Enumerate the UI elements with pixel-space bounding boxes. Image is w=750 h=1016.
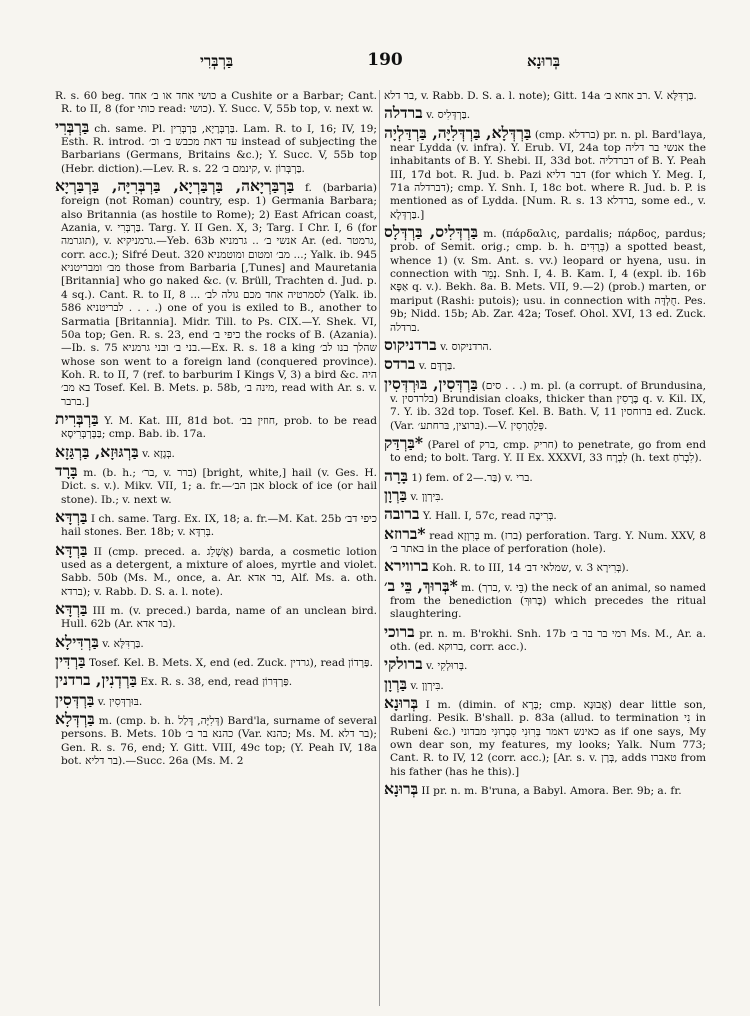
dictionary-entry (384, 506, 706, 523)
entry-text: v. בִּירְוָן. (410, 490, 444, 503)
entry-headword: בַּרְבַּרְיָאה, בַּרְבַּרְיָא, בַּרְבְּרִיָּה, בַּרְבַּרְיָא (55, 176, 295, 196)
running-head-left: בַּרְבְּרִי (200, 52, 234, 70)
entry-headword: *בְּרוּךְ, בֵּי ב׳ (384, 575, 458, 595)
dictionary-entry (384, 523, 706, 557)
page-number: 190 (367, 50, 403, 70)
dictionary-entry (55, 441, 377, 461)
entry-text: v. בִּירְוָן. (410, 679, 444, 692)
entry-headword: בַּרְדְּסִין, בּוּרְדְּסִין (384, 373, 478, 393)
entry-headword: ברווירא (384, 556, 429, 576)
right-column (384, 90, 706, 1006)
entry-text: Ex. R. s. 38, end, read פַּרְדְּרוֹן. (140, 676, 293, 689)
entry-headword: בְּרוּנָא (384, 779, 419, 799)
dictionary-entry (55, 90, 377, 117)
entry-text: v. בְּגָזָא. (142, 447, 175, 460)
dictionary-entry (55, 539, 377, 599)
entry-text: (סים . . .) m. pl. (a corrupt. of Brundusina, v. בלרדסין) Brundisian cloaks, thicker than בֶּרֶסִין q. v. Kil. IX, 7. Y. ib. 32d top. Tosef. Kel. B. Bath. V, 11 בּרוחסין ed. Zuck. (Var. בּרוצין, בּרחתע׳).—V. פְּלֵהֶרְסִין. (390, 379, 706, 432)
entry-headword: ברדס (384, 354, 416, 374)
entry-text: v. בְּרוּלְקִי. (426, 660, 468, 673)
entry-text: (cmp. ברדלא) pr. n. pl. Bard'laya, near Lydda (v. infra). Y. Erub. VI, 24a top אנשי בר דליה the inhabitants of B. Y. Shebi. II, 33d bot. דברדליה of B. Y. Peah III, 17d bot. R. Jud. b. Pazi דבר דליא (for which Y. Meg. I, 71a דברדלה); cmp. Y. Snh. I, 18c bot. where R. Jud. b. P. is mentioned as of Lydda. [Num. R. s. 13 ברדלא, some ed., v. בַּרְדְּלָא.] (390, 128, 706, 221)
dictionary-entry (55, 408, 377, 442)
entry-text: pr. n. m. B'rokhi. Snh. 17b רמי בר בר ב׳ Ms. M., Ar. a. oth. (ed. ברוקא, corr. acc.). (390, 627, 706, 654)
entry-headword: בָּרָה (384, 465, 408, 485)
page-header (80, 50, 690, 74)
dictionary-entry (55, 116, 377, 176)
entry-headword: בַּרְדָּא (55, 539, 88, 559)
dictionary-entry (55, 178, 377, 409)
entry-text: m. (cmp. b. h. דְּלִיָּה, דָּלַל) Bard'la, surname of several persons. B. Mets. 10b כהנא בר ב׳ (Var. כהנא; Ms. M. בר דלא); Gen. R. s. 76, end; Y. Gitt. VIII, 49c top; (Y. Peah IV, 18a bot. בר דליא).—Succ. 26a (Ms. M. 2 (61, 715, 377, 768)
entry-headword: *בַּרְדַּק (384, 432, 423, 452)
entry-headword: ברולקי (384, 654, 423, 674)
left-column (55, 90, 377, 1006)
entry-text: III m. (v. preced.) barda, name of an unclean bird. Hull. 62b (Ar. בר אדא). (61, 605, 377, 631)
dictionary-entry (384, 356, 706, 373)
running-head-right: בְּרוּנָא (527, 52, 560, 70)
dictionary-entry (384, 558, 706, 575)
entry-headword: בַּרְדָּא (55, 506, 88, 526)
entry-text: 1) fem. of בַּר.—2) v. ברי. (411, 471, 533, 484)
dictionary-entry (55, 460, 377, 507)
entry-headword: בְּרוּנָא (384, 693, 419, 713)
entry-text: II pr. n. m. B'runa, a Babyl. Amora. Ber. 9b; a. fr. (421, 785, 682, 798)
entry-headword: בָּרָד (55, 460, 78, 480)
dictionary-entry (384, 484, 706, 504)
entry-text: (Parel of ברק, cmp. חריק) to penetrate, go from end to end; to bolt. Targ. Y. II Ex. XXXVI, 33 לִבְרָח (h. text לִבְרֹחַ). (390, 438, 706, 465)
entry-headword: בַּרְוָן (384, 484, 408, 504)
entry-text: f. (barbaria) foreign (not Roman) country, esp. 1) Germania Barbara; also Britannia (as hostile to Rome); 2) East African coast, Azania, v. בַּרְבְּרִי. Targ. Y. II Gen. X, 3; Targ. I Chr. I, 6 (for תוגרמה), v. גרמניקיא.—Yeb. 63b אנשי ב׳ .. גרמניא Ar. (ed. גרמטר, corr. acc.); Sifré Deut. 320 מב׳ ומטום ומוטמניא ...; Yalk. ib. 945 מב׳ ומבריטניא those from Barbaria [,Tunes] and Mauretania [Britannia] who go naked &c. (v. Brüll, Trachten d. Jud. p. 4 sq.). Cant. R. to II, 8 ... לסמרטיה אחד מכם גולה לב׳ (Yalk. ib. 586 לבריטניא . . . .) one of you is exiled to B., another to Sarmatia [Britannia]. Midr. Till. to Ps. CIX.—Y. Shek. VI, 50a top; Gen. R. s. 23, end כיפי ב׳ the rocks of B. (Azania).—Ib. s. 75 בני ב׳ ובני גרמניא.—Ex. R. s. 18 a king שהלך בנו לב׳ whose son went to a foreign land (conquered province). Koh. R. to II, 7 (ref. to barburim I Kings V, 3) a bird &c. היה בא מב׳ Tosef. Kel. B. Mets. p. 58b, מינה ב׳, read with Ar. s. v. ברבר.] (61, 182, 377, 408)
dictionary-entry (384, 673, 706, 693)
entry-headword: ברובה (384, 504, 420, 524)
entry-headword: בַּרְבְּרִי (55, 116, 90, 136)
entry-text: ch. same. Pl. בַּרְבְּרָיָא, בַּרְבְּרִין. Lam. R. to I, 16; IV, 19; Esth. R. introd. עד דאת מכבש ב׳ וכ׳ instead of subjecting the Barbarians (Germans, Britains &c.); Y. Succ. V, 55b top (Hebr. diction).—Lev. R. s. 22 קינמם ב׳, v. בַּרְבְּרוֹן. (61, 122, 377, 175)
dictionary-entry (384, 781, 706, 798)
entry-headword: בַּרְדִּין (55, 651, 86, 671)
dictionary-entry (384, 90, 706, 103)
dictionary-entry (384, 695, 706, 779)
entry-headword: ברדלה (384, 103, 423, 123)
entry-text: v. הרדניקוס. (440, 340, 492, 353)
entry-text: v. בַּרְדִּלָּא. (102, 637, 144, 650)
entry-text: I m. (dimin. of בְּרָא; cmp. אֲבוּנָא) dear little son, darling. Pesik. B'shall. p. 83a (allud. to termination נִי in Rubeni &c.) כאינש דאמר בְּרִוּנִי סִבְרוּנִי מבדוני as if one says, My own dear son, my features, my looks; Yalk. Num 773; Cant. R. to IV, 12 (corr. acc.); [Ar. s. v. בְּרָן, adds טאברו from his father (has he this).] (390, 699, 706, 778)
column-divider (379, 90, 380, 1006)
entry-headword: בַּרְדְּלָא, בַּרְדְּלִיָּה, בַּרְדַּלְיָה (384, 122, 532, 142)
entry-text: Tosef. Kel. B. Mets. X, end (ed. Zuck. גרדין), read פַּרְדוֹן. (88, 657, 373, 670)
entry-headword: ברוכי (384, 621, 415, 641)
entry-headword: בַּרְדִּילָא (55, 631, 99, 651)
dictionary-entry (384, 105, 706, 122)
entry-text: m. (πάρδαλις, pardalis; πάρδος, pardus; prob. of Semit. orig.; cmp. b. h. בְּרֻדִּים) a spotted beast, whence 1) (v. Sm. Ant. s. vv.) leopard or hyena, usu. in connection with נָמֵר. Snh. I, 4. B. Kam. I, 4 (expl. ib. 16b אַפָּא q. v.). Bekh. 8a. B. Mets. VII, 9.—2) (prob.) marten, or mariput (Rashi: putois); usu. in connection with חֻלְדָּה. Pes. 9b; Nidd. 15b; Ab. Zar. 42a; Tosef. Ohol. XVI, 13 ed. Zuck. ברדלה. (390, 228, 706, 334)
entry-headword: בַּרְבְּרִית (55, 408, 99, 428)
dictionary-entry (384, 575, 706, 622)
entry-headword: בַּרְדְּלִיס, בַּרְדְּלָס (384, 222, 478, 242)
entry-headword: ברדניקוס (384, 334, 437, 354)
entry-text: Y. M. Kat. III, 81d bot. חוזין בב׳, prob. to be read בַּבְּרְבְּרִיסָא; cmp. Bab. ib. 17a. (61, 414, 377, 441)
entry-headword: בַּרְדְּלָא (55, 709, 95, 729)
entry-text: Y. Hall. I, 57c, read בְּרִיבָה. (422, 510, 557, 523)
entry-text: v. בַּרְדָּם. (418, 360, 456, 373)
dictionary-entry (384, 122, 706, 222)
dictionary-entry (384, 656, 706, 673)
entry-headword: בַּרְוָן (384, 673, 408, 693)
entry-text: m. (b. h.; בר׳, v. ברר) [bright, white,] hail (v. Ges. H. Dict. s. v.). Mikv. VII, 1; a. fr.—אבן הב׳ block of ice (or hail stone). Ib.; v. next w. (61, 466, 377, 506)
entry-text: v. בּוּרְדְּסִין. (97, 695, 143, 708)
entry-text: בר דלא, v. Rabb. D. S. a. l. note); Gitt. 14a רב אחא ב׳. V. בַּרְדִּלָּא. (384, 90, 697, 102)
dictionary-entry (384, 373, 706, 433)
dictionary-entry (55, 506, 377, 540)
dictionary-entry (384, 334, 706, 354)
dictionary-entry (55, 631, 377, 651)
dictionary-entry (55, 601, 377, 632)
dictionary-entry (384, 432, 706, 466)
entry-text: R. s. 60 beg. כושי אחד או ב׳ אחד a Cushite or a Barbar; Cant. R. to II, 8 (for כותי read: כושי). Y. Succ. V, 55b top, v. next w. (55, 90, 377, 116)
dictionary-entry (384, 224, 706, 335)
dictionary-entry (384, 621, 706, 655)
entry-text: Koh. R. to III, 14 שמלאי דב׳, v. בְּרִירָא 3). (432, 562, 629, 575)
entry-headword: בַּרְדְנִין, ברדנין (55, 670, 137, 690)
entry-headword: בַּרְדְּסִין (55, 689, 95, 709)
entry-text: I ch. same. Targ. Ex. IX, 18; a. fr.—M. Kat. 25b כיפי דב׳ hail stones. Ber. 18b; v. בְּרִדָּא. (61, 512, 377, 539)
dictionary-entry (55, 711, 377, 768)
entry-headword: בַּרְגּוּזָא, בַּרְגַּזָא (55, 441, 139, 461)
dictionary-entry (55, 653, 377, 670)
entry-text: m. (ברך, v. בֵּי) the neck of an animal, so named from the benediction (בָּרוּךְ) which precedes the ritual slaughtering. (390, 581, 706, 621)
dictionary-entry (384, 465, 706, 485)
entry-text: II (cmp. preced. a. אֲשְׁלֵג) barda, a cosmetic lotion used as a detergent, a mixture of aloes, myrtle and violet. Sabb. 50b (Ms. M., once, a. Ar. בר אדא, Alf. Ms. a. oth. ברדא); v. Rabb. D. S. a. l. note). (61, 545, 377, 598)
entry-headword: בַּרְדָּא (55, 599, 88, 619)
entry-headword: *ברוזא (384, 523, 426, 543)
dictionary-entry (55, 672, 377, 689)
entry-text: v. בַּרְדְּלִיס. (426, 109, 471, 122)
entry-text: read בְּרִוְזָא m. (ברז) perforation. Targ. Y. Num. XXV, 8 באתר ב׳ in the place of perforation (hole). (390, 529, 706, 555)
dictionary-entry (55, 689, 377, 709)
